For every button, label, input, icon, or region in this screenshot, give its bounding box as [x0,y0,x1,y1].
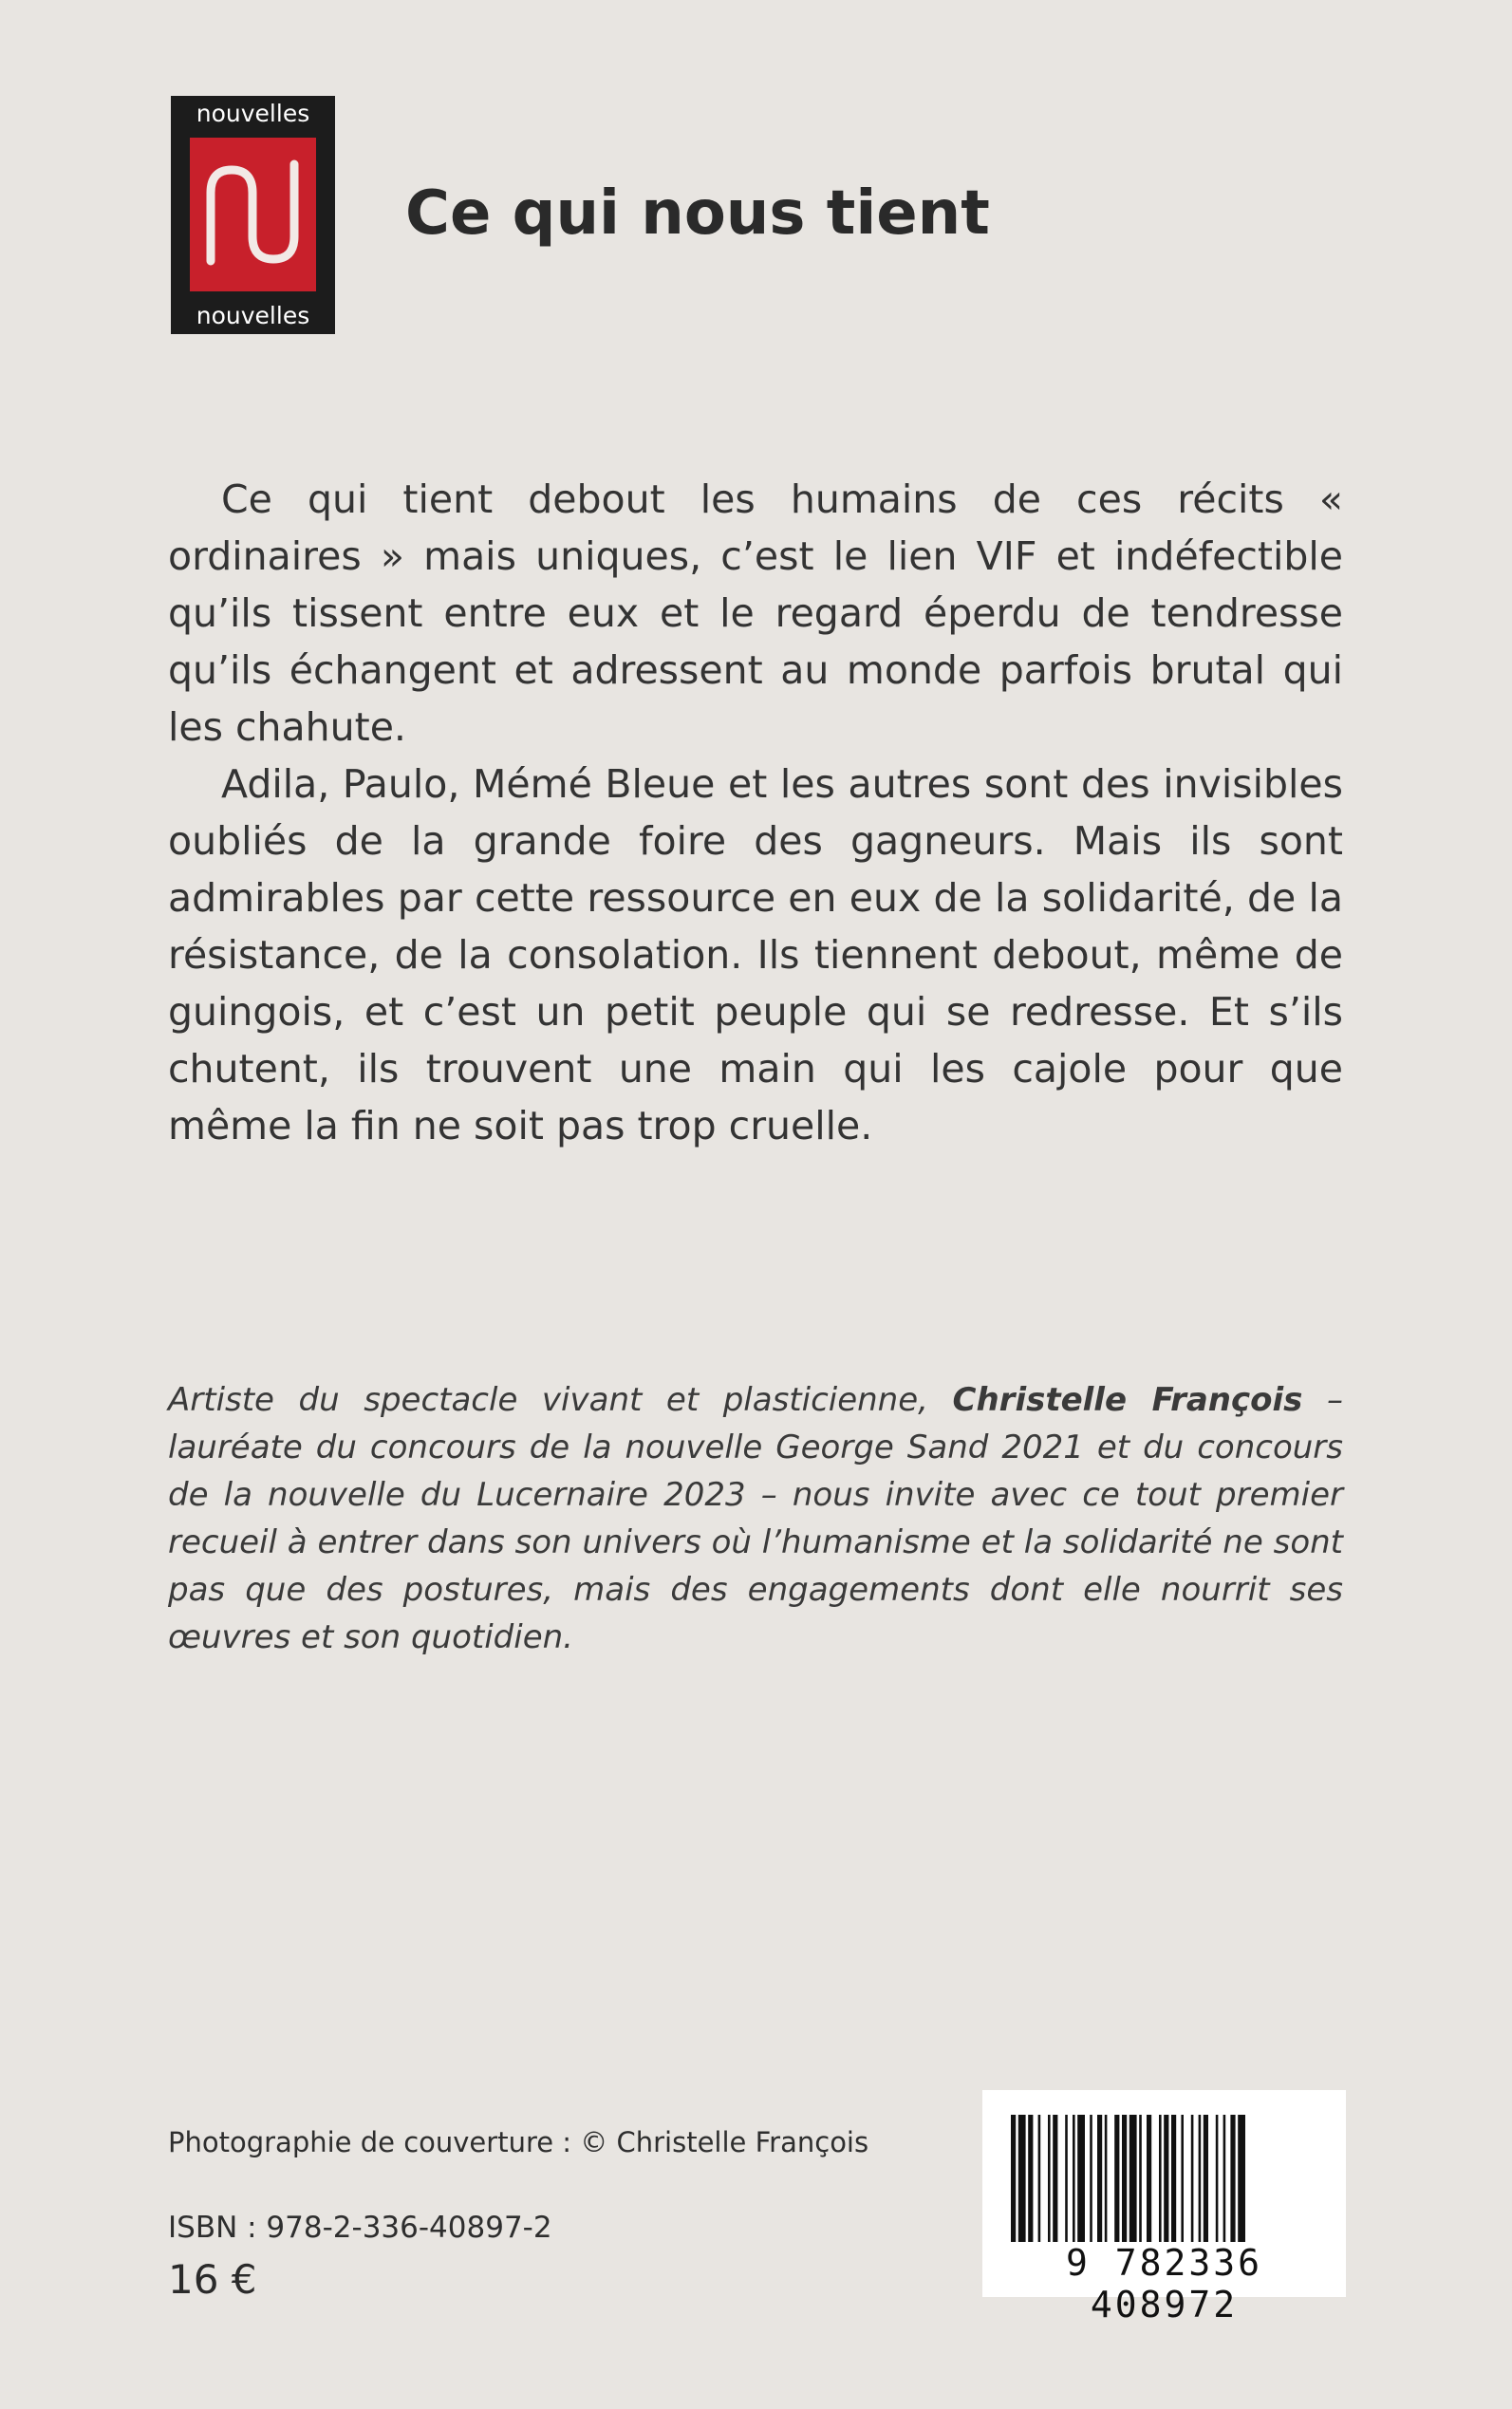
photo-credit: Photographie de couverture : © Christelle François [168,2126,869,2158]
barcode-bar [1038,2115,1041,2242]
blurb-paragraph-2: Adila, Paulo, Mémé Bleue et les autres sont des invisibles oubliés de la grande foire des gagneurs. Mais ils sont admirables par cette ressource en eux de la solidarité, de la résistance, de la consolation. Ils tiennent debout, même de guingois, et c’est un petit peuple qui se redresse. Et s’ils chutent, ils trouvent une main qui les cajole pour que même la fin ne soit pas trop cruelle. [168,761,1343,1148]
barcode-bar [1011,2115,1016,2242]
barcode-bar [1216,2115,1219,2242]
barcode-bar [1147,2115,1151,2242]
back-cover-blurb [168,471,1343,1154]
barcode-bar [1223,2115,1226,2242]
barcode-bar [1230,2115,1235,2242]
barcode-bar [1159,2115,1162,2242]
bio-intro: Artiste du spectacle vivant et plasticienne, [168,1381,953,1419]
barcode-bar [1238,2115,1245,2242]
barcode-bar [1105,2115,1108,2242]
barcode-bar [1077,2115,1085,2242]
barcode-bar [1139,2115,1142,2242]
barcode-bar [1114,2115,1119,2242]
barcode-bar [1171,2115,1176,2242]
barcode-bar [1090,2115,1092,2242]
barcode-bar [1053,2115,1057,2242]
barcode-bar [1048,2115,1051,2242]
logo-emblem [190,138,316,291]
barcode-bar [1204,2115,1208,2242]
logo-top-word: nouvelles [196,100,310,127]
barcode-digits: 9 782336 408972 [1065,2242,1263,2325]
isbn: ISBN : 978-2-336-40897-2 [168,2211,552,2245]
barcode-bar [1191,2115,1194,2242]
logo-bottom-word: nouvelles [196,302,310,329]
author-bio [168,1376,1343,1661]
bio-rest: – lauréate du concours de la nouvelle George Sand 2021 et du concours de la nouvelle du Lucernaire 2023 – nous invite avec ce tout premier recueil à entrer dans son univers où l’humanisme et la solidarité ne sont pas que des postures, mais des engagements dont elle nourrit ses œuvres et son quotidien. [168,1381,1343,1656]
barcode-bar [1181,2115,1184,2242]
barcode-bar [1065,2115,1068,2242]
barcode-bar [1129,2115,1137,2242]
price: 16 € [168,2256,257,2303]
barcode [982,2090,1346,2325]
book-title: Ce qui nous tient [405,178,990,249]
nu-monogram-icon [190,138,316,291]
barcode-bars [1011,2115,1317,2242]
publisher-logo [171,96,335,334]
author-name: Christelle François [952,1381,1303,1419]
barcode-bar [1028,2115,1033,2242]
blurb-paragraph-1: Ce qui tient debout les humains de ces récits « ordinaires » mais uniques, c’est le lien VIF et indéfectible qu’ils tissent entre eux et le regard éperdu de tendresse qu’ils échangent et adressent au monde parfois brutal qui les chahute. [168,476,1343,750]
barcode-bar [1164,2115,1168,2242]
barcode-bar [1097,2115,1102,2242]
barcode-bar [1018,2115,1026,2242]
barcode-bar [1122,2115,1127,2242]
barcode-bar [1073,2115,1075,2242]
barcode-bar [1199,2115,1202,2242]
